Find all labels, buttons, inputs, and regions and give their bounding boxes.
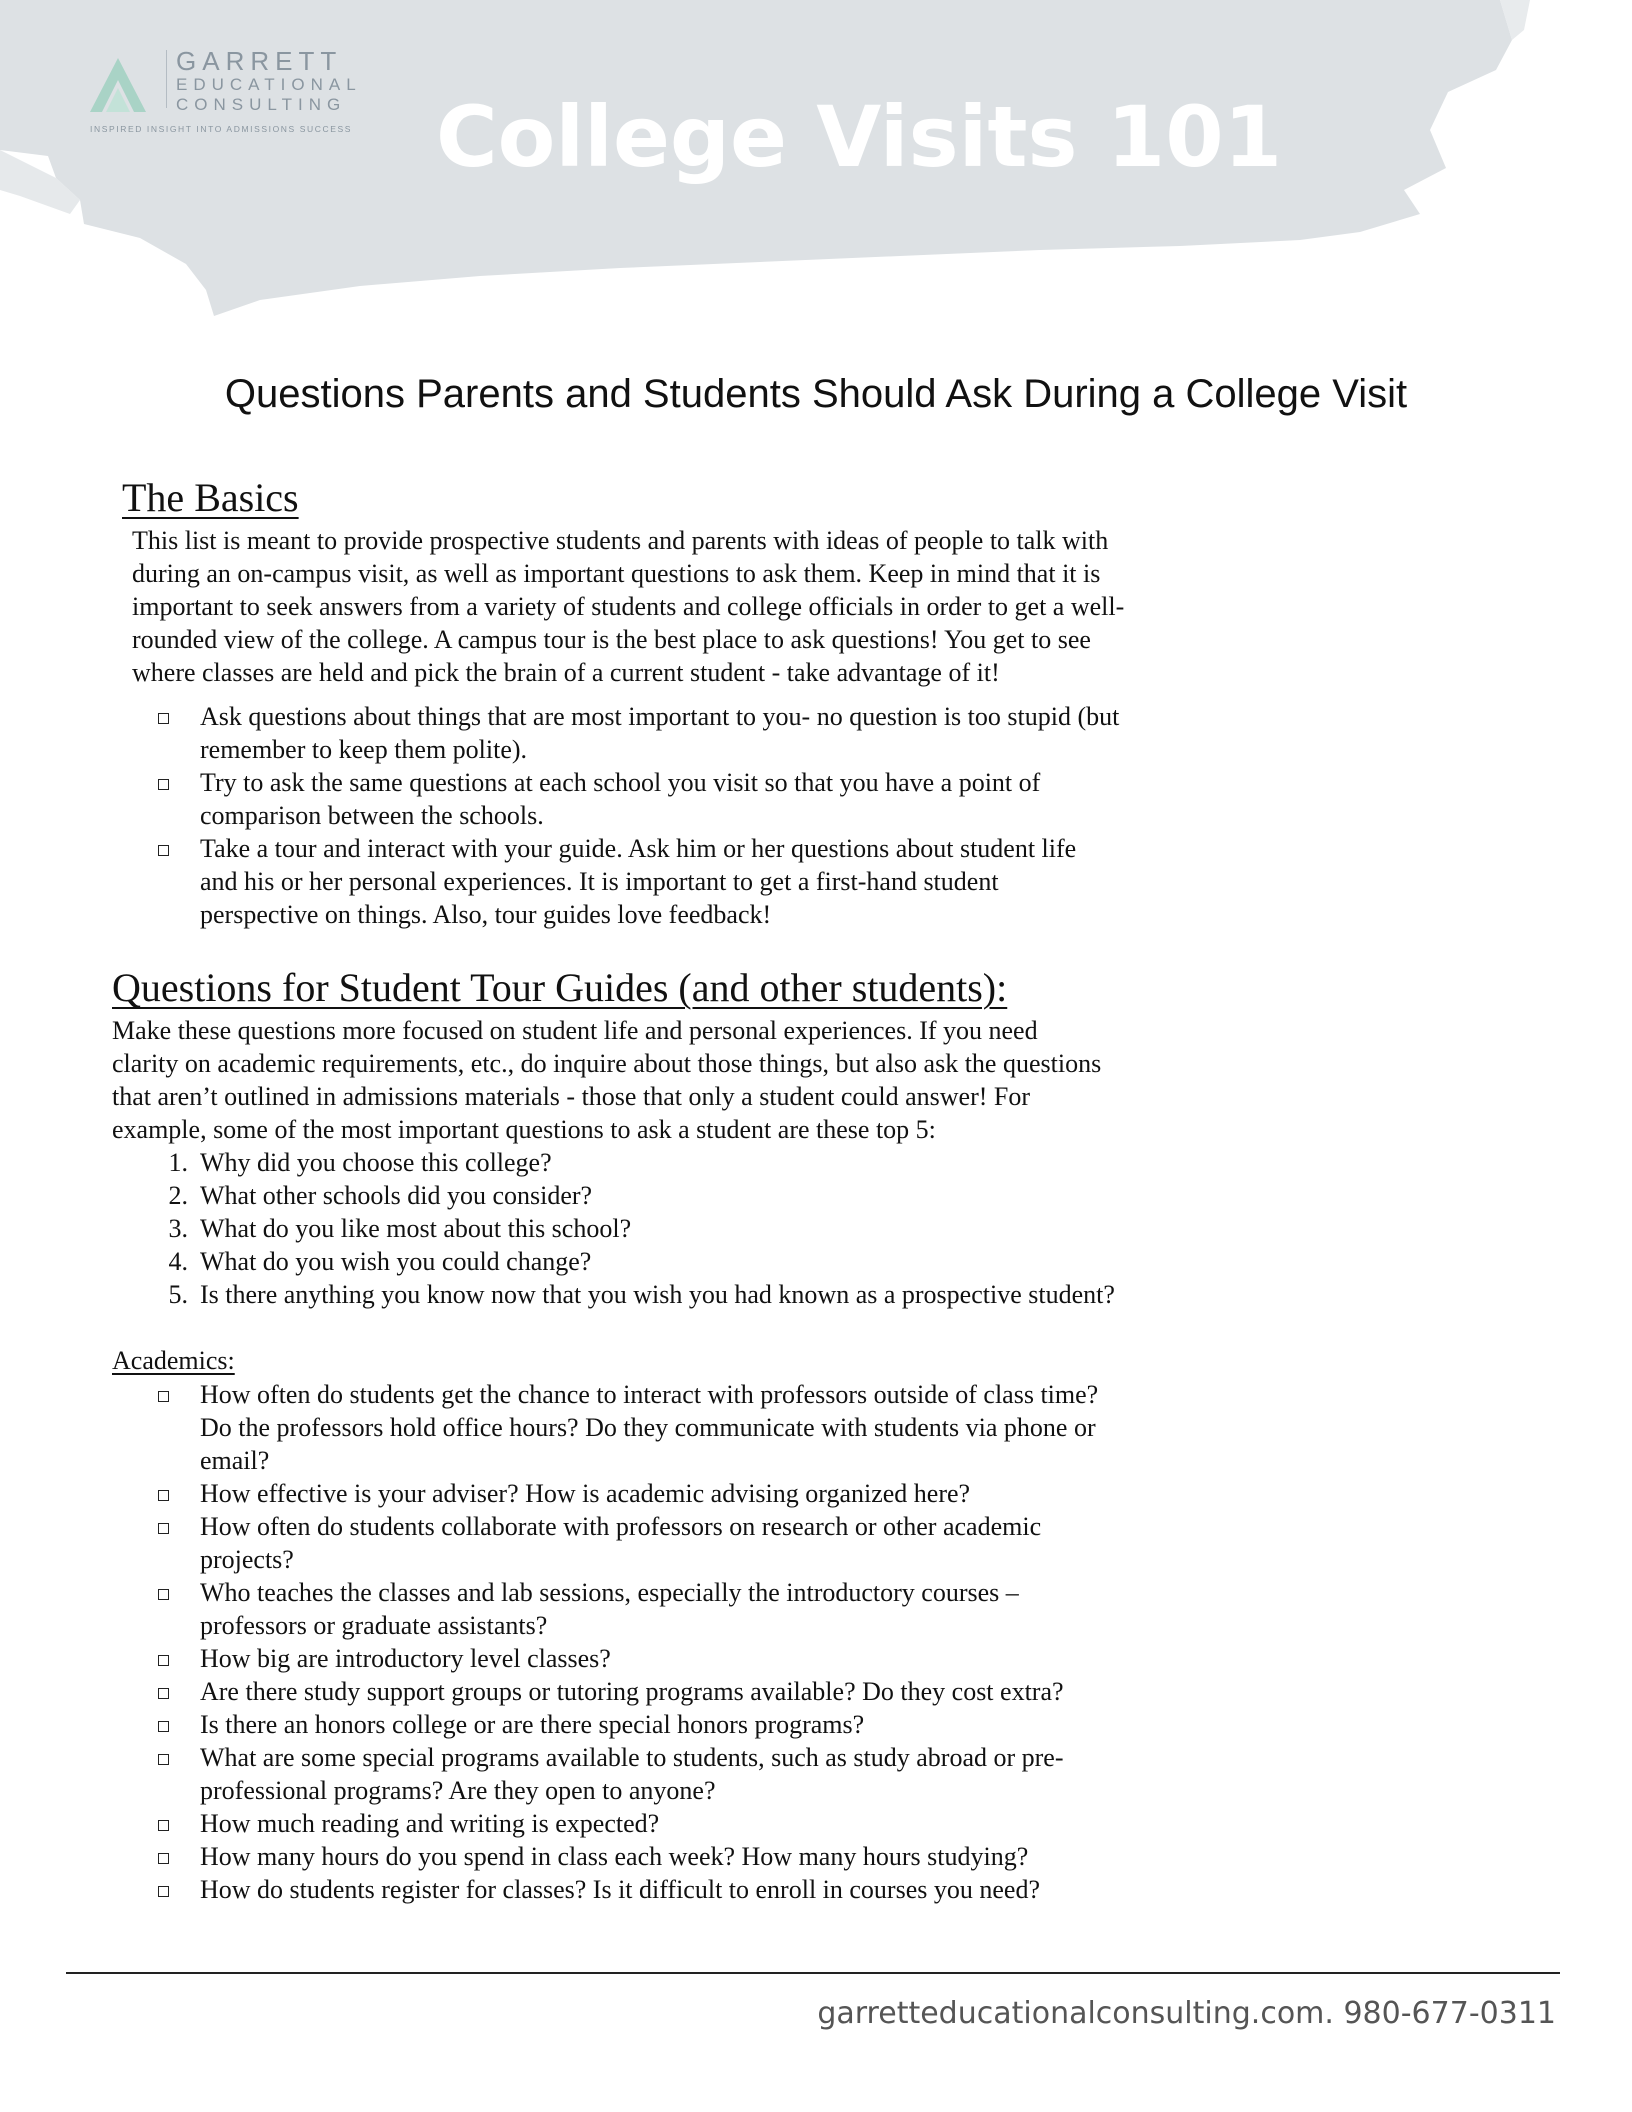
checkbox-bullet-icon — [158, 1688, 169, 1699]
text-line: clarity on academic requirements, etc., do inquire about those things, but also ask the questions — [112, 1049, 1102, 1078]
item-text: What other schools did you consider? — [200, 1181, 593, 1210]
text-line: Who teaches the classes and lab sessions, especially the introductory courses – — [200, 1578, 1019, 1607]
list-item — [158, 1576, 1098, 1642]
text-line: and his or her personal experiences. It is important to get a first-hand student — [200, 867, 999, 896]
academics-list — [158, 1378, 1098, 1906]
academics-heading: Academics: — [112, 1346, 235, 1375]
text-line: important to seek answers from a variety of students and college officials in order to get a well- — [132, 592, 1125, 621]
basics-intro — [132, 524, 1124, 689]
item-number: 3. — [168, 1214, 188, 1243]
item-number: 2. — [168, 1181, 188, 1210]
item-number: 1. — [168, 1148, 188, 1177]
footer-contact: garretteducationalconsulting.com. 980-677-0311 — [817, 1996, 1556, 2031]
text-line: example, some of the most important questions to ask a student are these top 5: — [112, 1115, 936, 1144]
checkbox-bullet-icon — [158, 1820, 169, 1831]
text-line: How much reading and writing is expected? — [200, 1809, 660, 1838]
list-item — [158, 1840, 1098, 1873]
brand-line-2: EDUCATIONAL — [176, 75, 362, 94]
text-line: that aren’t outlined in admissions materials - those that only a student could answer! For — [112, 1082, 1030, 1111]
text-line: How often do students get the chance to interact with professors outside of class time? — [200, 1380, 1099, 1409]
list-item — [158, 1212, 1115, 1245]
basics-heading: The Basics — [122, 475, 299, 520]
brand-name: GARRETT — [176, 46, 343, 76]
list-item — [158, 1708, 1098, 1741]
brand-line-3: CONSULTING — [176, 95, 347, 114]
tour-intro — [112, 1014, 1101, 1146]
text-line: How big are introductory level classes? — [200, 1644, 611, 1673]
checkbox-bullet-icon — [158, 779, 169, 790]
mountain-logo-icon — [88, 54, 148, 114]
list-item — [158, 1510, 1098, 1576]
checkbox-bullet-icon — [158, 1754, 169, 1765]
list-item — [158, 1245, 1115, 1278]
basics-list — [158, 700, 1119, 931]
footer-divider — [66, 1972, 1560, 1974]
text-line: rounded view of the college. A campus tour is the best place to ask questions! You get to see — [132, 625, 1091, 654]
list-item — [158, 1278, 1115, 1311]
list-item — [158, 1807, 1098, 1840]
text-line: professional programs? Are they open to anyone? — [200, 1776, 716, 1805]
text-line: Take a tour and interact with your guide. Ask him or her questions about student life — [200, 834, 1077, 863]
list-item — [158, 766, 1119, 832]
text-line: What are some special programs available to students, such as study abroad or pre- — [200, 1743, 1064, 1772]
text-line: Ask questions about things that are most important to you- no question is too stupid (but — [200, 702, 1120, 731]
checkbox-bullet-icon — [158, 1391, 169, 1402]
page-title: College Visits 101 — [436, 88, 1283, 186]
list-item — [158, 1741, 1098, 1807]
text-line: This list is meant to provide prospective students and parents with ideas of people to talk with — [132, 526, 1109, 555]
list-item — [158, 1378, 1098, 1477]
text-line: How effective is your adviser? How is academic advising organized here? — [200, 1479, 971, 1508]
checkbox-bullet-icon — [158, 1490, 169, 1501]
checkbox-bullet-icon — [158, 1721, 169, 1732]
text-line: perspective on things. Also, tour guides love feedback! — [200, 900, 772, 929]
text-line: email? — [200, 1446, 270, 1475]
text-line: How often do students collaborate with professors on research or other academic — [200, 1512, 1042, 1541]
text-line: professors or graduate assistants? — [200, 1611, 548, 1640]
item-number: 5. — [168, 1280, 188, 1309]
text-line: Do the professors hold office hours? Do they communicate with students via phone or — [200, 1413, 1096, 1442]
list-item — [158, 1873, 1098, 1906]
text-line: Make these questions more focused on student life and personal experiences. If you need — [112, 1016, 1038, 1045]
text-line: How do students register for classes? Is it difficult to enroll in courses you need? — [200, 1875, 1040, 1904]
list-item — [158, 1675, 1098, 1708]
item-number: 4. — [168, 1247, 188, 1276]
brand-logo — [88, 44, 388, 144]
item-text: Why did you choose this college? — [200, 1148, 552, 1177]
item-text: What do you wish you could change? — [200, 1247, 592, 1276]
text-line: projects? — [200, 1545, 294, 1574]
list-item — [158, 1146, 1115, 1179]
list-item — [158, 832, 1119, 931]
text-line: Are there study support groups or tutoring programs available? Do they cost extra? — [200, 1677, 1064, 1706]
checkbox-bullet-icon — [158, 1523, 169, 1534]
header-banner — [0, 0, 1632, 340]
checkbox-bullet-icon — [158, 1589, 169, 1600]
list-item — [158, 700, 1119, 766]
checkbox-bullet-icon — [158, 1853, 169, 1864]
list-item — [158, 1477, 1098, 1510]
checkbox-bullet-icon — [158, 1886, 169, 1897]
text-line: remember to keep them polite). — [200, 735, 528, 764]
item-text: Is there anything you know now that you wish you had known as a prospective student? — [200, 1280, 1115, 1309]
text-line: comparison between the schools. — [200, 801, 544, 830]
tour-guides-heading: Questions for Student Tour Guides (and other students): — [112, 965, 1008, 1010]
top5-list — [158, 1146, 1115, 1311]
list-item — [158, 1642, 1098, 1675]
text-line: where classes are held and pick the brain of a current student - take advantage of it! — [132, 658, 1000, 687]
page-subtitle: Questions Parents and Students Should Ask During a College Visit — [224, 372, 1408, 416]
brand-tagline: INSPIRED INSIGHT INTO ADMISSIONS SUCCESS — [90, 124, 353, 134]
text-line: during an on-campus visit, as well as important questions to ask them. Keep in mind that it is — [132, 559, 1101, 588]
checkbox-bullet-icon — [158, 713, 169, 724]
checkbox-bullet-icon — [158, 845, 169, 856]
text-line: Try to ask the same questions at each school you visit so that you have a point of — [200, 768, 1041, 797]
list-item — [158, 1179, 1115, 1212]
text-line: How many hours do you spend in class each week? How many hours studying? — [200, 1842, 1029, 1871]
checkbox-bullet-icon — [158, 1655, 169, 1666]
text-line: Is there an honors college or are there special honors programs? — [200, 1710, 865, 1739]
logo-divider — [166, 50, 167, 108]
item-text: What do you like most about this school? — [200, 1214, 632, 1243]
